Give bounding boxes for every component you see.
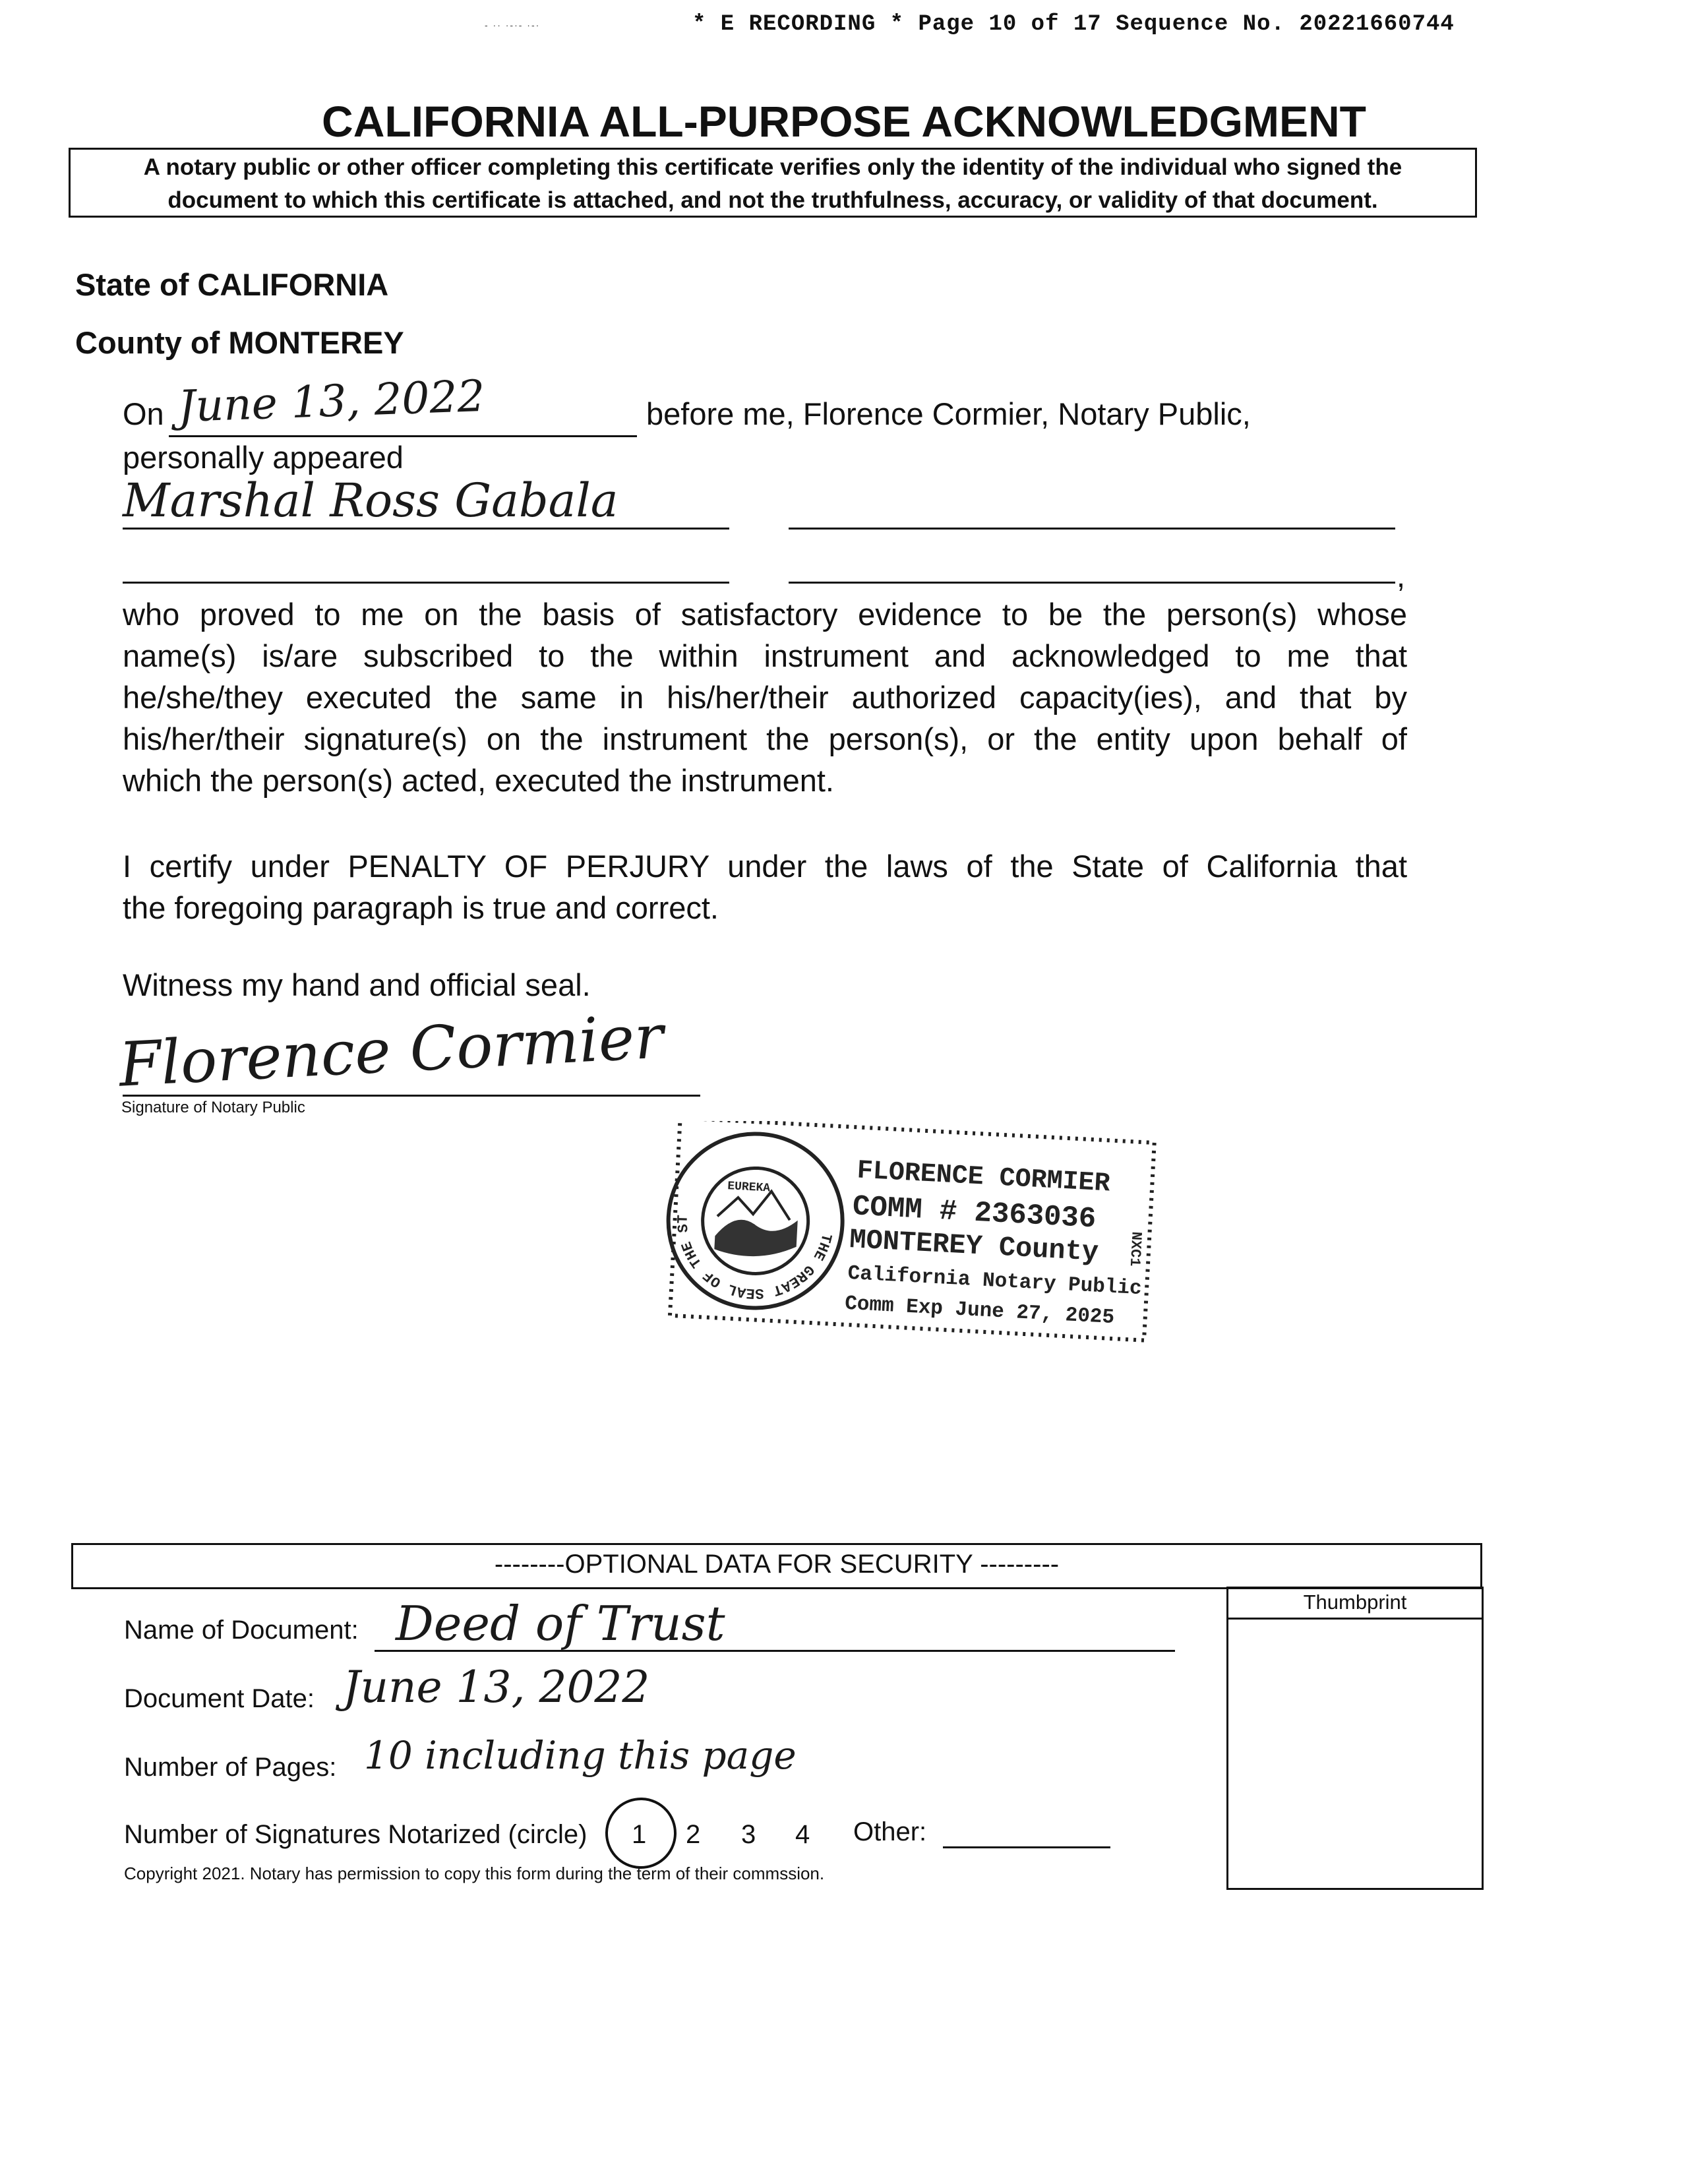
pages-label: Number of Pages:	[124, 1753, 337, 1782]
seal-bear-icon	[714, 1216, 798, 1258]
scan-speck: - ·· ·-·- ·-·	[485, 20, 541, 30]
signature-line	[123, 1095, 700, 1097]
handwritten-signer-name: Marshal Ross Gabala	[123, 473, 618, 528]
perjury-paragraph	[123, 845, 1407, 928]
seal-county: MONTEREY County	[849, 1223, 1100, 1269]
seal-expiration: Comm Exp June 27, 2025	[844, 1292, 1115, 1330]
paragraph-line: I certify under PENALTY OF PERJURY under the laws of the State of California that	[123, 849, 1407, 884]
on-label: On	[123, 396, 164, 431]
pages-value: 10 including this page	[364, 1733, 797, 1778]
paragraph-line: who proved to me on the basis of satisfactory evidence to be the person(s) whose	[123, 597, 1407, 632]
trailing-comma: ,	[1397, 559, 1406, 593]
paragraph-line: name(s) is/are subscribed to the within instrument and acknowledged to me that	[123, 638, 1407, 673]
signer-line-2	[789, 528, 1395, 530]
signature-label: Signature of Notary Public	[121, 1099, 305, 1116]
seal-ring-text: THE GREAT SEAL OF THE STATE	[675, 1214, 835, 1302]
paragraph-line: the foregoing paragraph is true and correct.	[123, 890, 719, 925]
seal-side-code: NXC1	[1126, 1231, 1145, 1267]
state-label: State of CALIFORNIA	[75, 267, 389, 302]
signer-line-3	[123, 582, 729, 584]
signature-option-2[interactable]: 2	[686, 1820, 701, 1849]
disclaimer-line-2: document to which this certificate is attached, and not the truthfulness, accuracy, or validity of that document.	[167, 187, 1378, 213]
date-line	[169, 435, 637, 437]
doc-date-value: June 13, 2022	[343, 1662, 650, 1713]
recording-header: * E RECORDING * Page 10 of 17 Sequence No. 20221660744	[692, 12, 1455, 37]
signature-option-4[interactable]: 4	[795, 1820, 810, 1849]
personally-appeared-text: personally appeared	[123, 440, 404, 475]
signer-line-4	[789, 582, 1395, 584]
signature-option-3[interactable]: 3	[741, 1820, 756, 1849]
before-me-text: before me, Florence Cormier, Notary Public,	[646, 396, 1251, 431]
acknowledgment-paragraph	[123, 593, 1407, 801]
signature-option-1[interactable]: 1	[632, 1820, 647, 1849]
state-seal	[663, 1121, 849, 1312]
circle-mark	[600, 1788, 692, 1874]
notary-seal	[663, 1121, 1164, 1345]
seal-eureka: EUREKA	[727, 1180, 771, 1196]
paragraph-line: which the person(s) acted, executed the instrument.	[123, 763, 834, 798]
other-line[interactable]	[943, 1846, 1110, 1848]
seal-title: California Notary Public	[847, 1261, 1143, 1301]
seal-commission: COMM # 2363036	[851, 1190, 1097, 1236]
witness-text: Witness my hand and official seal.	[123, 967, 591, 1002]
doc-name-label: Name of Document:	[124, 1616, 359, 1645]
notary-signature: Florence Cormier	[117, 1001, 665, 1101]
paragraph-line: he/she/they executed the same in his/her/their authorized capacity(ies), and that by	[123, 680, 1407, 715]
optional-data-title: --------OPTIONAL DATA FOR SECURITY ---------	[494, 1550, 1060, 1579]
thumbprint-label: Thumbprint	[1226, 1587, 1484, 1620]
handwritten-date: June 13, 2022	[177, 370, 486, 433]
doc-name-value: Deed of Trust	[396, 1596, 725, 1651]
county-label: County of MONTEREY	[75, 325, 404, 360]
thumbprint-box	[1226, 1587, 1484, 1890]
paragraph-line: his/her/their signature(s) on the instrument the person(s), or the entity upon behalf of	[123, 721, 1407, 756]
disclaimer-line-1: A notary public or other officer completing this certificate verifies only the identity of the individual who signed the	[143, 154, 1402, 180]
disclaimer-box	[69, 148, 1477, 218]
signer-line-1	[123, 528, 729, 530]
copyright-notice: Copyright 2021. Notary has permission to copy this form during the term of their commssion.	[124, 1864, 825, 1883]
doc-date-label: Document Date:	[124, 1684, 315, 1713]
signatures-label: Number of Signatures Notarized (circle)	[124, 1820, 588, 1849]
page-title: CALIFORNIA ALL-PURPOSE ACKNOWLEDGMENT	[322, 97, 1366, 146]
seal-notary-name: FLORENCE CORMIER	[856, 1156, 1111, 1199]
other-label: Other:	[853, 1817, 927, 1846]
